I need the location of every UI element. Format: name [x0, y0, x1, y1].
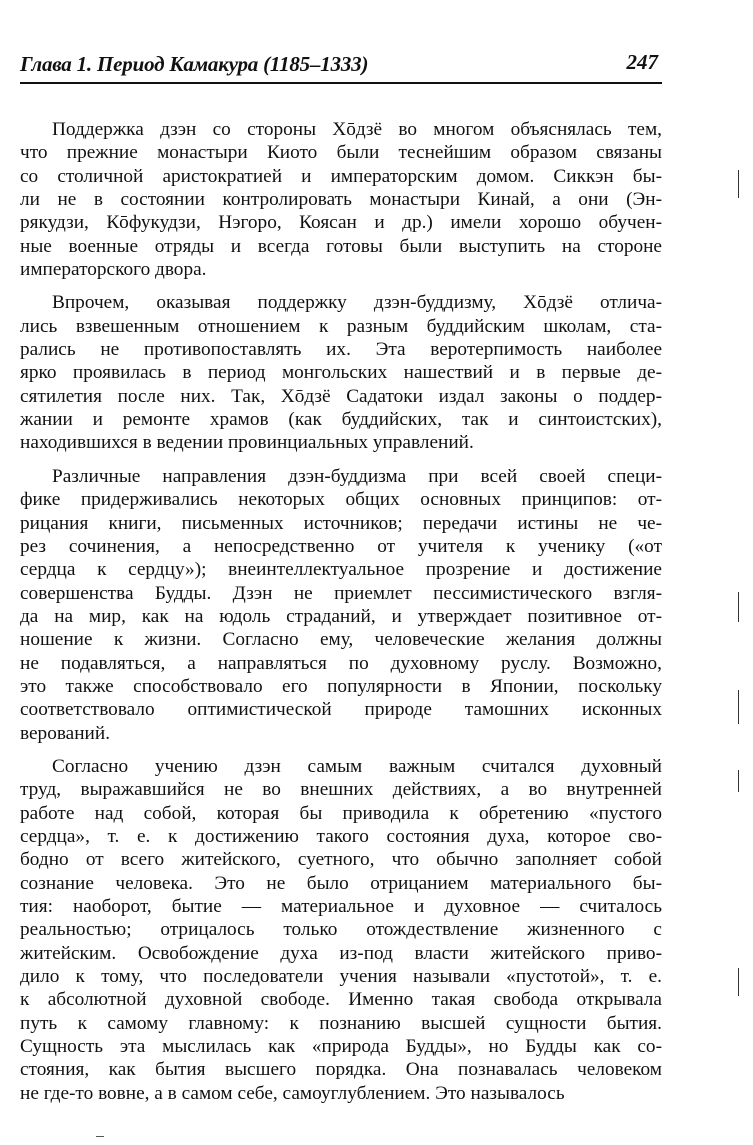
text-line: что прежние монастыри Киото были теснейшим образом связаны	[20, 142, 662, 164]
paragraph	[20, 755, 662, 1105]
text-line: рицания книги, письменных источников; передачи истины не че-	[20, 512, 662, 534]
chapter-prefix: Глава 1.	[20, 52, 98, 76]
text-line: находившихся в ведении провинциальных управлений.	[20, 432, 474, 454]
paragraph	[20, 291, 662, 454]
text-line: Сущность эта мыслилась как «природа Будды», но Будды как со-	[20, 1036, 662, 1058]
chapter-heading	[20, 52, 368, 77]
scan-mark	[96, 1136, 104, 1137]
text-line: Различные направления дзэн-буддизма при всей своей специ-	[52, 465, 662, 487]
margin-mark	[738, 592, 739, 622]
text-line: лись взвешенным отношением к разным буддийским школам, ста-	[20, 315, 662, 337]
chapter-title: Период Камакура (1185–1333)	[97, 52, 369, 76]
text-line: ношение к жизни. Согласно ему, человеческие желания должны	[20, 629, 662, 651]
text-line: ярко проявилась в период монгольских нашествий и в первые де-	[20, 362, 662, 384]
text-line: фике придерживались некоторых общих основных принципов: от-	[20, 489, 662, 511]
text-line: рякудзи, Кōфукудзи, Нэгоро, Коясан и др.) имели хорошо обучен-	[20, 212, 662, 234]
text-line: рались не противопоставлять их. Эта веротерпимость наиболее	[20, 339, 662, 361]
text-line: сердца к сердцу»); внеинтеллектуальное прозрение и достижение	[20, 559, 662, 581]
text-line: со столичной аристократией и императорским домом. Сиккэн бы-	[20, 165, 662, 187]
text-line: верований.	[20, 722, 111, 744]
text-line: тия: наоборот, бытие — материальное и духовное — считалось	[20, 896, 662, 917]
paragraph	[20, 465, 662, 745]
text-line: императорского двора.	[20, 259, 207, 281]
text-line: путь к самому главному: к познанию высшей сущности бытия.	[20, 1012, 662, 1034]
text-line: рез сочинения, а непосредственно от учителя к ученику («от	[20, 535, 662, 557]
body-text	[20, 118, 662, 1105]
text-line: Впрочем, оказывая поддержку дзэн-буддизму, Хōдзё отлича-	[52, 292, 662, 314]
margin-mark	[738, 170, 739, 198]
running-header	[20, 48, 662, 84]
page-number: 247	[626, 50, 658, 74]
text-line: это также способствовало его популярности в Японии, поскольку	[20, 675, 662, 697]
text-line: ные военные отряды и всегда готовы были выступить на стороне	[20, 235, 662, 257]
margin-mark	[738, 968, 739, 996]
text-line: Поддержка дзэн со стороны Хōдзё во многом объяснялась тем,	[52, 119, 662, 140]
text-line: ли не в состоянии контролировать монастыри Кинай, а они (Эн-	[20, 189, 662, 211]
text-line: жании и ремонте храмов (как буддийских, так и синтоистских),	[20, 409, 662, 431]
margin-mark	[738, 770, 739, 792]
text-line: работе над собой, которая бы приводила к обретению «пустого	[20, 802, 662, 824]
text-line: бодно от всего житейского, суетного, что обычно заполняет собой	[20, 849, 662, 871]
text-line: не подавляться, а направляться по духовному руслу. Возможно,	[20, 652, 662, 674]
text-line: к абсолютной духовной свободе. Именно такая свобода открывала	[20, 989, 662, 1011]
text-line: труд, выражавшийся не во внешних действиях, а во внутренней	[20, 779, 662, 801]
text-line: реальностью; отрицалось только отождествление жизненного с	[20, 919, 662, 941]
text-line: дило к тому, что последователи учения называли «пустотой», т. е.	[20, 966, 662, 988]
text-line: совершенства Будды. Дзэн не приемлет пессимистического взгля-	[20, 582, 662, 604]
margin-mark	[738, 690, 739, 724]
text-line: житейским. Освобождение духа из-под власти житейского приво-	[20, 942, 662, 964]
text-line: соответствовало оптимистической природе тамошних исконных	[20, 699, 662, 721]
text-line: стояния, как бытия высшего порядка. Она познавалась человеком	[20, 1059, 662, 1081]
text-line: сердца», т. е. к достижению такого состояния духа, которое сво-	[20, 825, 662, 847]
text-line: Согласно учению дзэн самым важным считался духовный	[52, 755, 662, 777]
text-line: сятилетия после них. Так, Хōдзё Садатоки издал законы о поддер-	[20, 385, 662, 407]
text-line: сознание человека. Это не было отрицанием материального бы-	[20, 872, 662, 894]
text-line: не где-то вовне, а в самом себе, самоуглублением. Это называлось	[20, 1082, 565, 1104]
paragraph	[20, 118, 662, 281]
text-line: да на мир, как на юдоль страданий, и утверждает позитивное от-	[20, 605, 662, 627]
